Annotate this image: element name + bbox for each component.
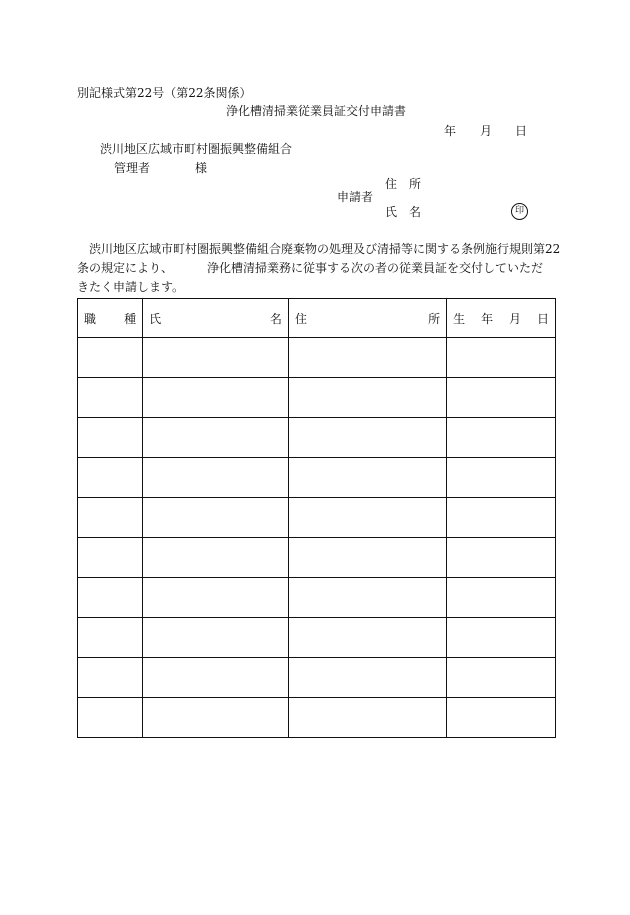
date-day-label: 日: [515, 124, 528, 138]
cell-job-type[interactable]: [78, 578, 143, 618]
employee-table: [77, 298, 556, 738]
form-number: 別記様式第22号（第22条関係）: [77, 86, 252, 100]
addressee-honorific: 様: [195, 161, 208, 175]
cell-name[interactable]: [143, 498, 289, 538]
header-job-type: [78, 299, 143, 338]
cell-birth-date[interactable]: [447, 458, 556, 498]
applicant-label: 申請者: [337, 190, 374, 204]
cell-job-type[interactable]: [78, 418, 143, 458]
header-name: [143, 299, 289, 338]
applicant-name-label-second: 名: [409, 205, 422, 219]
cell-name[interactable]: [143, 618, 289, 658]
application-statement: [77, 240, 561, 297]
statement-line-1: [77, 240, 561, 259]
cell-birth-date[interactable]: [447, 618, 556, 658]
table-header-row: [78, 299, 556, 338]
table-row: [78, 338, 556, 378]
header-address-first: 住: [294, 311, 307, 326]
cell-name[interactable]: [143, 578, 289, 618]
cell-birth-date[interactable]: [447, 418, 556, 458]
addressee-role: 管理者: [114, 161, 151, 175]
seal-icon: 印: [511, 203, 528, 220]
table-row: [78, 498, 556, 538]
cell-job-type[interactable]: [78, 538, 143, 578]
cell-name[interactable]: [143, 538, 289, 578]
table-row: [78, 698, 556, 738]
cell-name[interactable]: [143, 378, 289, 418]
table-row: [78, 378, 556, 418]
cell-name[interactable]: [143, 698, 289, 738]
cell-birth-date[interactable]: [447, 498, 556, 538]
table-row: [78, 538, 556, 578]
cell-job-type[interactable]: [78, 658, 143, 698]
cell-address[interactable]: [288, 418, 446, 458]
applicant-address-label-first: 住: [385, 177, 398, 191]
table-row: [78, 578, 556, 618]
table-row: [78, 458, 556, 498]
cell-address[interactable]: [288, 658, 446, 698]
header-name-first: 氏: [149, 311, 162, 326]
cell-address[interactable]: [288, 458, 446, 498]
cell-job-type[interactable]: [78, 498, 143, 538]
applicant-address-label-second: 所: [409, 177, 422, 191]
cell-birth-date[interactable]: [447, 698, 556, 738]
header-job-type-second: 種: [124, 311, 137, 326]
addressee-organization: 渋川地区広域市町村圏振興整備組合: [100, 142, 293, 156]
cell-job-type[interactable]: [78, 338, 143, 378]
cell-name[interactable]: [143, 418, 289, 458]
cell-address[interactable]: [288, 498, 446, 538]
statement-line-2: [77, 259, 557, 278]
applicant-name-label-first: 氏: [385, 205, 398, 219]
table-row: [78, 618, 556, 658]
statement-line-2-end: 浄化槽清掃業務に従事する次の者の従業員証を交付していただ: [207, 261, 544, 275]
statement-line-3: きたく申請します。: [77, 280, 185, 294]
cell-job-type[interactable]: [78, 378, 143, 418]
cell-name[interactable]: [143, 458, 289, 498]
cell-name[interactable]: [143, 658, 289, 698]
document-title: 浄化槽清掃業従業員証交付申請書: [226, 104, 407, 118]
statement-line-1-text: 渋川地区広域市町村圏振興整備組合廃棄物の処理及び清掃等に関する条例施行規則第22: [89, 242, 561, 256]
header-birth-1: 生: [453, 311, 466, 326]
cell-address[interactable]: [288, 338, 446, 378]
cell-name[interactable]: [143, 338, 289, 378]
cell-address[interactable]: [288, 578, 446, 618]
table-row: [78, 658, 556, 698]
cell-birth-date[interactable]: [447, 578, 556, 618]
cell-birth-date[interactable]: [447, 538, 556, 578]
cell-job-type[interactable]: [78, 618, 143, 658]
cell-job-type[interactable]: [78, 698, 143, 738]
header-birth-2: 年: [481, 311, 494, 326]
cell-job-type[interactable]: [78, 458, 143, 498]
cell-birth-date[interactable]: [447, 338, 556, 378]
table-row: [78, 418, 556, 458]
header-job-type-first: 職: [84, 311, 97, 326]
header-birth-3: 月: [509, 311, 522, 326]
date-month-label: 月: [480, 124, 493, 138]
cell-address[interactable]: [288, 618, 446, 658]
cell-address[interactable]: [288, 378, 446, 418]
date-year-label: 年: [444, 124, 457, 138]
cell-birth-date[interactable]: [447, 658, 556, 698]
cell-address[interactable]: [288, 698, 446, 738]
header-name-second: 名: [269, 311, 282, 326]
header-birth-4: 日: [536, 311, 549, 326]
header-birth-date: [447, 299, 556, 338]
cell-address[interactable]: [288, 538, 446, 578]
statement-line-2-start: 条の規定により、: [77, 261, 174, 275]
header-address-second: 所: [428, 311, 441, 326]
header-address: [288, 299, 446, 338]
cell-birth-date[interactable]: [447, 378, 556, 418]
